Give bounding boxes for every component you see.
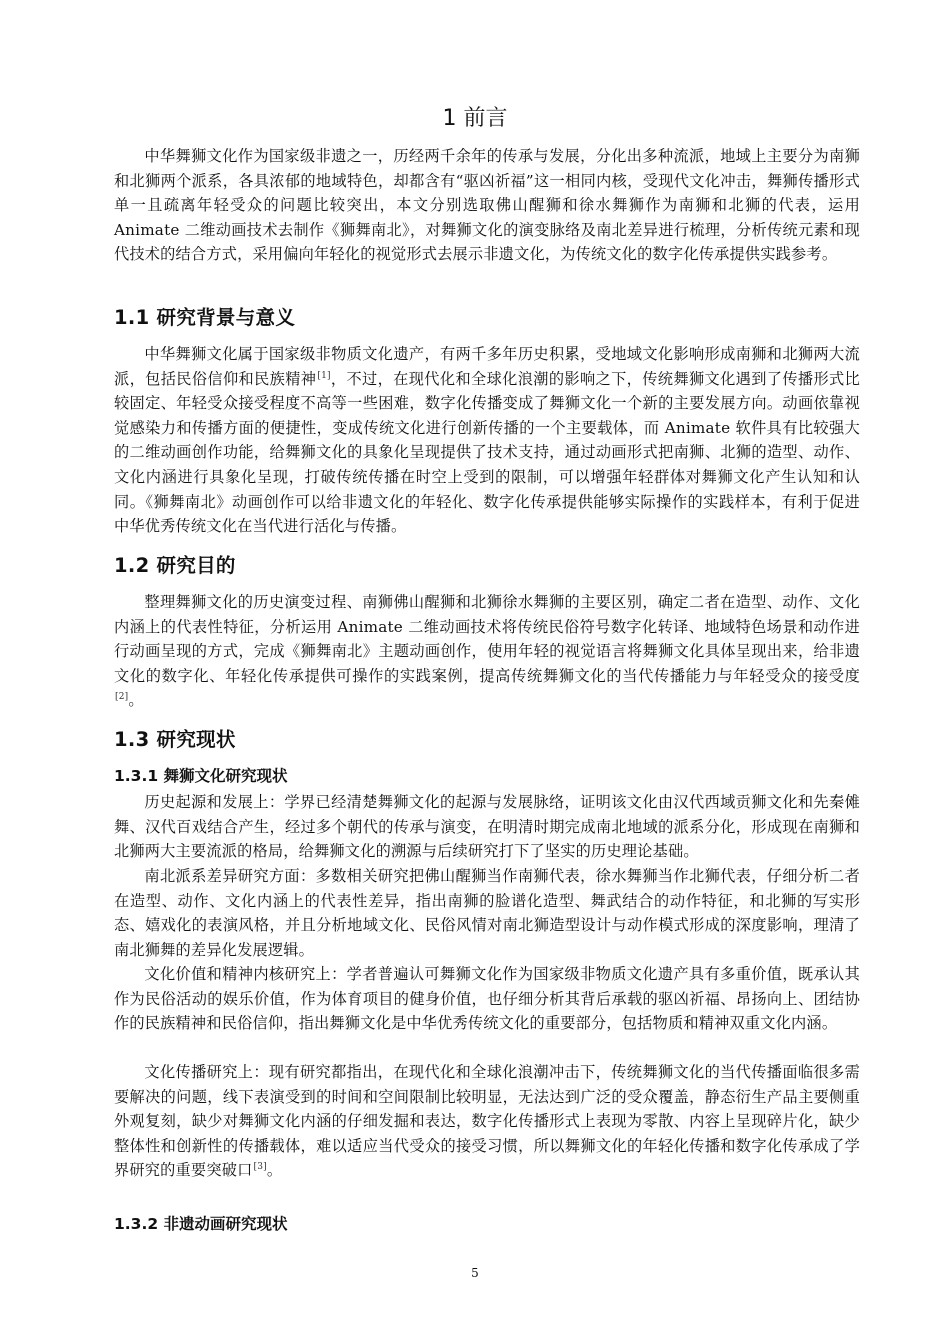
section-1-2-heading: 1.2 研究目的 bbox=[114, 554, 236, 577]
section-1-1-text-a: 中华舞狮文化属于国家级非物质文化遗产，有两千多年历史积累，受地域文化影响形成南狮和北狮两大流派，包括民俗信仰和民族精神 bbox=[114, 345, 860, 388]
citation-3: [3] bbox=[253, 1162, 267, 1173]
section-1-1-paragraph bbox=[114, 342, 860, 539]
north-south-paragraph: 南北派系差异研究方面：多数相关研究把佛山醒狮当作南狮代表，徐水舞狮当作北狮代表，仔细分析二者在造型、动作、文化内涵上的代表性差异，指出南狮的脸谱化造型、舞武结合的动作特征，和北狮的写实形态、嬉戏化的表演风格，并且分析地域文化、民俗风情对南北狮造型设计与动作模式形成的深度影响，理清了南北狮舞的差异化发展逻辑。 bbox=[114, 867, 860, 959]
page-number: 5 bbox=[471, 1266, 479, 1280]
section-1-2-text-a: 整理舞狮文化的历史演变过程、南狮佛山醒狮和北狮徐水舞狮的主要区别，确定二者在造型、动作、文化内涵上的代表性特征，分析运用 Animate 二维动画技术将传统民俗符号数字化转译、地域特色场景和动作进行动画呈现的方式，完成《狮舞南北》主题动画创作，使用年轻的视觉语言将舞狮文化具体呈现出来，给非遗文化的数字化、年轻化传承提供可操作的实践案例，提高传统舞狮文化的当代传播能力与年轻受众的接受度 bbox=[114, 593, 860, 685]
history-paragraph: 历史起源和发展上：学界已经清楚舞狮文化的起源与发展脉络，证明该文化由汉代西域贡狮文化和先秦傩舞、汉代百戏结合产生，经过多个朝代的传承与演变，在明清时期完成南北地域的派系分化，形成现在南狮和北狮两大主要流派的格局，给舞狮文化的溯源与后续研究打下了坚实的历史理论基础。 bbox=[114, 793, 860, 861]
cultural-value-paragraph: 文化价值和精神内核研究上：学者普遍认可舞狮文化作为国家级非物质文化遗产具有多重价值，既承认其作为民俗活动的娱乐价值，作为体育项目的健身价值，也仔细分析其背后承载的驱凶祈福、昂扬向上、团结协作的民族精神和民俗信仰，指出舞狮文化是中华优秀传统文化的重要部分，包括物质和精神双重文化内涵。 bbox=[114, 965, 860, 1033]
communication-paragraph bbox=[114, 1060, 860, 1183]
section-1-2-text-b: 。 bbox=[128, 691, 144, 710]
citation-1: [1] bbox=[317, 370, 331, 381]
citation-2: [2] bbox=[115, 692, 129, 703]
section-1-2-paragraph bbox=[114, 590, 860, 713]
section-1-3-2-heading: 1.3.2 非遗动画研究现状 bbox=[114, 1215, 288, 1233]
communication-text-a: 文化传播研究上：现有研究都指出，在现代化和全球化浪潮冲击下，传统舞狮文化的当代传播面临很多需要解决的问题，线下表演受到的时间和空间限制比较明显，无法达到广泛的受众覆盖，静态衍生产品主要侧重外观复刻，缺少对舞狮文化内涵的仔细发掘和表达，数字化传播形式上表现为零散、内容上呈现碎片化，缺少整体性和创新性的传播载体，难以适应当代受众的接受习惯，所以舞狮文化的年轻化传播和数字化传承成了学界研究的重要突破口 bbox=[114, 1063, 860, 1180]
chapter-title: 1 前言 bbox=[442, 106, 508, 131]
section-1-1-heading: 1.1 研究背景与意义 bbox=[114, 306, 296, 329]
section-1-3-1-heading: 1.3.1 舞狮文化研究现状 bbox=[114, 767, 288, 785]
section-1-3-heading: 1.3 研究现状 bbox=[114, 728, 236, 751]
section-1-1-text-b: ，不过，在现代化和全球化浪潮的影响之下，传统舞狮文化遇到了传播形式比较固定、年轻受众接受程度不高等一些困难，数字化传播变成了舞狮文化一个新的主要发展方向。动画依靠视觉感染力和传播方面的便捷性，变成传统文化进行创新传播的一个主要载体，而 Animate 软件具有比较强大的二维动画创作功能，给舞狮文化的具象化呈现提供了技术支持，通过动画形式把南狮、北狮的造型、动作、文化内涵进行具象化呈现，打破传统传播在时空上受到的限制，可以增强年轻群体对舞狮文化产生认知和认同。《狮舞南北》动画创作可以给非遗文化的年轻化、数字化传承提供能够实际操作的实践样本，有利于促进中华优秀传统文化在当代进行活化与传播。 bbox=[114, 369, 860, 536]
intro-paragraph: 中华舞狮文化作为国家级非遗之一，历经两千余年的传承与发展，分化出多种流派，地域上主要分为南狮和北狮两个派系，各具浓郁的地域特色，却都含有“驱凶祈福”这一相同内核，受现代文化冲击，舞狮传播形式单一且疏离年轻受众的问题比较突出，本文分别选取佛山醒狮和徐水舞狮作为南狮和北狮的代表，运用 Animate 二维动画技术去制作《狮舞南北》，对舞狮文化的演变脉络及南北差异进行梳理，分析传统元素和现代技术的结合方式，采用偏向年轻化的视觉形式去展示非遗文化，为传统文化的数字化传承提供实践参考。 bbox=[114, 147, 860, 264]
communication-text-b: 。 bbox=[266, 1161, 283, 1180]
